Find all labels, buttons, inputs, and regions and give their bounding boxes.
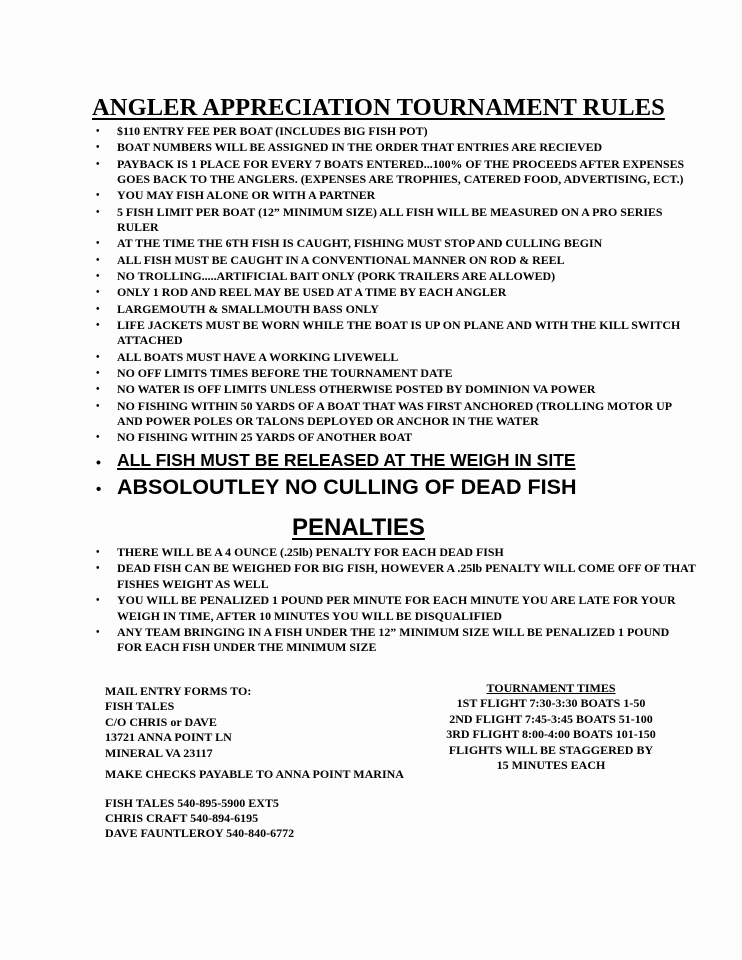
- penalty-item: [96, 545, 696, 561]
- rule-text: YOU MAY FISH ALONE OR WITH A PARTNER: [117, 188, 376, 203]
- rule-text: NO TROLLING.....ARTIFICIAL BAIT ONLY (PORK TRAILERS ARE ALLOWED): [117, 269, 556, 284]
- rule-item: [96, 124, 696, 140]
- bullet-icon: •: [96, 142, 100, 154]
- rule-item: [96, 366, 696, 382]
- rule-item: [96, 430, 696, 446]
- rule-item: [96, 302, 696, 318]
- bullet-icon: •: [96, 432, 100, 444]
- contact-line: CHRIS CRAFT 540-894-6195: [105, 811, 259, 826]
- bullet-icon: •: [96, 351, 100, 363]
- rule-item: [96, 188, 696, 204]
- rule-text: NO FISHING WITHIN 50 YARDS OF A BOAT THAT WAS FIRST ANCHORED (TROLLING MOTOR UP AND POWER POLES OR TALONS DEPLOYED OR ANCHOR IN THE WATER: [117, 398, 672, 429]
- mail-line: FISH TALES: [105, 699, 175, 714]
- rule-item: [96, 140, 696, 156]
- bullet-icon: •: [96, 368, 100, 380]
- emphasis-rule-no-culling: [96, 474, 696, 500]
- flight-line: 3RD FLIGHT 8:00-4:00 BOATS 101-150: [446, 727, 656, 742]
- bullet-icon: •: [96, 206, 100, 218]
- mail-line: C/O CHRIS or DAVE: [105, 714, 217, 729]
- bullet-icon: •: [96, 384, 100, 396]
- rule-text: LIFE JACKETS MUST BE WORN WHILE THE BOAT IS UP ON PLANE AND WITH THE KILL SWITCH ATTACHED: [117, 317, 681, 348]
- mail-entry-block: [105, 684, 435, 761]
- rule-item: [96, 285, 696, 301]
- document-title: ANGLER APPRECIATION TOURNAMENT RULES: [92, 94, 665, 121]
- rules-list: [96, 124, 696, 501]
- penalties-title: PENALTIES: [292, 514, 425, 541]
- rule-item: [96, 205, 696, 236]
- rule-text: ALL FISH MUST BE RELEASED AT THE WEIGH IN SITE: [117, 449, 576, 470]
- bullet-icon: •: [96, 303, 100, 315]
- rule-text: AT THE TIME THE 6TH FISH IS CAUGHT, FISHING MUST STOP AND CULLING BEGIN: [117, 236, 603, 251]
- bullet-icon: •: [96, 271, 100, 283]
- rule-text: NO OFF LIMITS TIMES BEFORE THE TOURNAMENT DATE: [117, 366, 453, 381]
- mail-heading: MAIL ENTRY FORMS TO:: [105, 684, 252, 698]
- penalty-item: [96, 625, 696, 656]
- bullet-icon: •: [96, 595, 100, 607]
- tournament-times-heading: TOURNAMENT TIMES: [486, 681, 616, 695]
- rule-item: [96, 236, 696, 252]
- bullet-icon: •: [96, 287, 100, 299]
- rule-text: BOAT NUMBERS WILL BE ASSIGNED IN THE ORDER THAT ENTRIES ARE RECIEVED: [117, 140, 603, 155]
- rule-text: NO WATER IS OFF LIMITS UNLESS OTHERWISE POSTED BY DOMINION VA POWER: [117, 382, 596, 397]
- rule-item: [96, 382, 696, 398]
- emphasis-rule-release: [96, 449, 696, 471]
- rule-item: [96, 253, 696, 269]
- tournament-times-block: [436, 681, 666, 773]
- bullet-icon: •: [96, 626, 100, 638]
- rule-item: [96, 318, 696, 349]
- penalty-text: YOU WILL BE PENALIZED 1 POUND PER MINUTE FOR EACH MINUTE YOU ARE LATE FOR YOUR WEIGH IN TIME, AFTER 10 MINUTES YOU WILL BE DISQUALIFIED: [117, 593, 676, 623]
- bullet-icon: •: [96, 319, 100, 331]
- rule-text: ABSOLOUTLEY NO CULLING OF DEAD FISH: [117, 474, 577, 499]
- rule-text: PAYBACK IS 1 PLACE FOR EVERY 7 BOATS ENTERED...100% OF THE PROCEEDS AFTER EXPENSES GOES BACK TO THE ANGLERS. (EXPENSES ARE TROPHIES, CATERED FOOD, ADVERTISING, ECT.): [117, 156, 685, 187]
- flight-line: 1ST FLIGHT 7:30-3:30 BOATS 1-50: [456, 696, 646, 711]
- bullet-icon: •: [96, 158, 100, 170]
- rule-text: $110 ENTRY FEE PER BOAT (INCLUDES BIG FISH POT): [117, 124, 428, 138]
- rule-item: [96, 399, 696, 430]
- rule-item: [96, 350, 696, 366]
- rule-text: 5 FISH LIMIT PER BOAT (12” MINIMUM SIZE) ALL FISH WILL BE MEASURED ON A PRO SERIES RULER: [117, 204, 663, 235]
- rule-text: ONLY 1 ROD AND REEL MAY BE USED AT A TIME BY EACH ANGLER: [117, 285, 507, 300]
- bullet-icon: •: [96, 453, 101, 470]
- penalty-text: THERE WILL BE A 4 OUNCE (.25lb) PENALTY FOR EACH DEAD FISH: [117, 545, 504, 559]
- contacts-block: [105, 796, 294, 842]
- flight-line: 2ND FLIGHT 7:45-3:45 BOATS 51-100: [449, 711, 653, 726]
- rule-item: [96, 269, 696, 285]
- penalty-item: [96, 561, 696, 592]
- bullet-icon: •: [96, 480, 102, 498]
- penalty-text: ANY TEAM BRINGING IN A FISH UNDER THE 12” MINIMUM SIZE WILL BE PENALIZED 1 POUND FOR EACH FISH UNDER THE MINIMUM SIZE: [117, 624, 670, 655]
- bullet-icon: •: [96, 238, 100, 250]
- bullet-icon: •: [96, 547, 100, 558]
- contact-line: DAVE FAUNTLEROY 540-840-6772: [105, 826, 295, 841]
- rule-item: [96, 157, 696, 188]
- penalty-text: DEAD FISH CAN BE WEIGHED FOR BIG FISH, HOWEVER A .25lb PENALTY WILL COME OFF OF THAT FISHES WEIGHT AS WELL: [117, 561, 696, 591]
- rule-text: ALL BOATS MUST HAVE A WORKING LIVEWELL: [117, 349, 399, 364]
- rule-text: LARGEMOUTH & SMALLMOUTH BASS ONLY: [117, 301, 379, 316]
- mail-line: 13721 ANNA POINT LN: [105, 730, 232, 745]
- penalty-item: [96, 593, 696, 624]
- mail-line: MINERAL VA 23117: [105, 745, 213, 760]
- bullet-icon: •: [96, 400, 100, 412]
- rule-text: NO FISHING WITHIN 25 YARDS OF ANOTHER BOAT: [117, 430, 413, 445]
- checks-payable-line: MAKE CHECKS PAYABLE TO ANNA POINT MARINA: [105, 767, 404, 781]
- bullet-icon: •: [96, 126, 100, 137]
- flight-note: 15 MINUTES EACH: [496, 758, 606, 773]
- penalties-list: [96, 545, 696, 657]
- bullet-icon: •: [96, 254, 100, 266]
- contact-line: FISH TALES 540-895-5900 EXT5: [105, 796, 279, 810]
- rule-text: ALL FISH MUST BE CAUGHT IN A CONVENTIONAL MANNER ON ROD & REEL: [117, 252, 565, 267]
- flight-note: FLIGHTS WILL BE STAGGERED BY: [448, 742, 654, 757]
- bullet-icon: •: [96, 563, 100, 575]
- bullet-icon: •: [96, 190, 100, 202]
